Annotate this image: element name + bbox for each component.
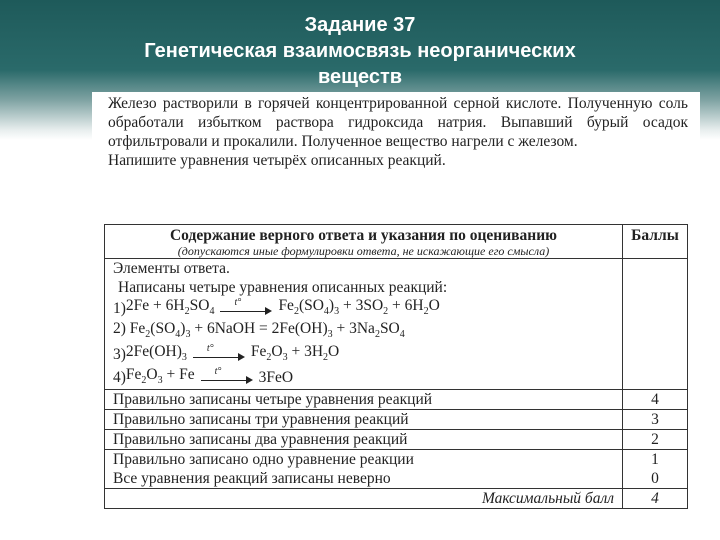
formula-text: O [271,342,283,360]
criterion-label: Правильно записаны четыре уравнения реакций [105,390,623,410]
equation-4 [113,366,614,389]
formula-text: O [328,342,340,360]
eq4-left [126,365,195,390]
formula-subscript: 3 [327,329,333,341]
formula-subscript: 4 [399,329,405,341]
title-line-2: Генетическая взаимосвязь неорганических [144,40,576,62]
criterion-score-group [623,450,688,489]
heat-arrow-icon [220,296,272,316]
formula-subscript: 4 [323,306,329,318]
criterion-score: 3 [623,410,688,430]
formula-subscript: 2 [293,306,299,318]
formula-text: 2Fe + 6H [125,296,185,314]
max-score-value: 4 [623,489,688,509]
slide-title [0,12,720,90]
formula-text: (SO [298,296,324,314]
formula-subscript: 3 [157,375,163,387]
content-header-note: (допускаются иные формулировки ответа, не искажающие его смысла) [177,244,550,258]
equation-1 [113,297,614,320]
formula-subscript: 2 [145,329,151,341]
formula-text: Fe [278,296,294,314]
formula-subscript: 3 [282,352,288,364]
task-sheet [92,92,700,532]
criterion-score: 2 [623,430,688,450]
formula-subscript: 4 [175,329,181,341]
formula-subscript: 2 [184,306,190,318]
answer-elements-row [105,259,688,390]
formula-subscript: 2 [266,352,272,364]
table-row [105,430,688,450]
formula-text: SO [189,296,210,314]
criterion-label: Все уравнения реакций записаны неверно [113,470,391,487]
formula-text: SO [379,319,400,337]
eq3-right [251,342,339,367]
formula-text: ) [328,296,335,314]
formula-text: (SO [150,319,176,337]
criterion-label: Правильно записаны два уравнения реакций [105,430,623,450]
max-score-row [105,489,688,509]
score-column-header: Баллы [623,225,688,259]
criterion-label: Правильно записано одно уравнение реакции [113,451,414,468]
task-text [108,94,688,170]
formula-subscript: 2 [374,329,380,341]
content-header-title: Содержание верного ответа и указания по оцениванию [169,227,557,244]
formula-text: ) [180,319,186,337]
elements-label: Элементы ответа. [113,260,230,277]
heat-condition: t° [214,365,222,377]
formula-subscript: 2 [423,306,429,318]
task-question: Напишите уравнения четырёх описанных реакций. [108,152,446,169]
eq3-number: 3) [113,346,126,363]
formula-text: + 3SO [339,296,384,314]
grading-table [104,224,688,509]
table-row [105,450,688,489]
eq4-number: 4) [113,369,126,386]
formula-subscript: 2 [383,306,389,318]
formula-text: Fe [125,365,142,383]
formula-text: 2Fe(OH) [125,342,182,360]
heat-condition: t° [234,296,242,308]
heat-arrow-icon [193,342,245,362]
max-score-label: Максимальный балл [105,489,623,509]
eq4-right [259,368,293,387]
eq1-right [278,296,439,321]
formula-subscript: 3 [181,352,187,364]
written-label: Написаны четыре уравнения описанных реакций: [118,279,448,296]
formula-subscript: 2 [323,352,329,364]
equation-2 [113,320,614,343]
formula-text: O [428,296,440,314]
equation-3 [113,343,614,366]
eq3-left [126,342,187,367]
formula-text: + 6H [388,296,424,314]
formula-text: 2) Fe [113,319,146,337]
criterion-label-group [105,450,623,489]
content-column-header [105,225,623,259]
answer-elements-cell [105,259,623,390]
task-paragraph: Железо растворили в горячей концентрированной серной кислоте. Полученную соль обработали избытком раствора гидроксида натрия. Выпавший бурый осадок отфильтровали и прокалили. Полученное вещество нагрели с железом. [108,95,688,150]
criterion-score: 0 [651,470,659,487]
heat-condition: t° [206,342,214,354]
formula-subscript: 4 [209,306,215,318]
title-line-1: Задание 37 [304,14,416,36]
criterion-score: 4 [623,390,688,410]
title-line-3: веществ [317,66,403,88]
eq1-left [126,296,215,321]
table-header-row [105,225,688,259]
formula-text: + 3H [287,342,324,360]
criterion-score: 1 [651,451,659,468]
formula-subscript: 3 [334,306,340,318]
empty-score-cell [623,259,688,390]
criterion-label: Правильно записаны три уравнения реакций [105,410,623,430]
formula-text: 3FeO [258,369,294,386]
table-row [105,390,688,410]
eq2-text [113,319,405,344]
formula-text: Fe [250,342,267,360]
table-row [105,410,688,430]
formula-subscript: 2 [141,375,147,387]
formula-text: O [146,365,158,383]
formula-subscript: 3 [185,329,191,341]
formula-text: + 3Na [332,319,375,337]
heat-arrow-icon [201,365,253,385]
eq1-number: 1) [113,300,126,317]
formula-text: + 6NaOH = 2Fe(OH) [190,319,328,337]
formula-text: + Fe [162,365,195,383]
